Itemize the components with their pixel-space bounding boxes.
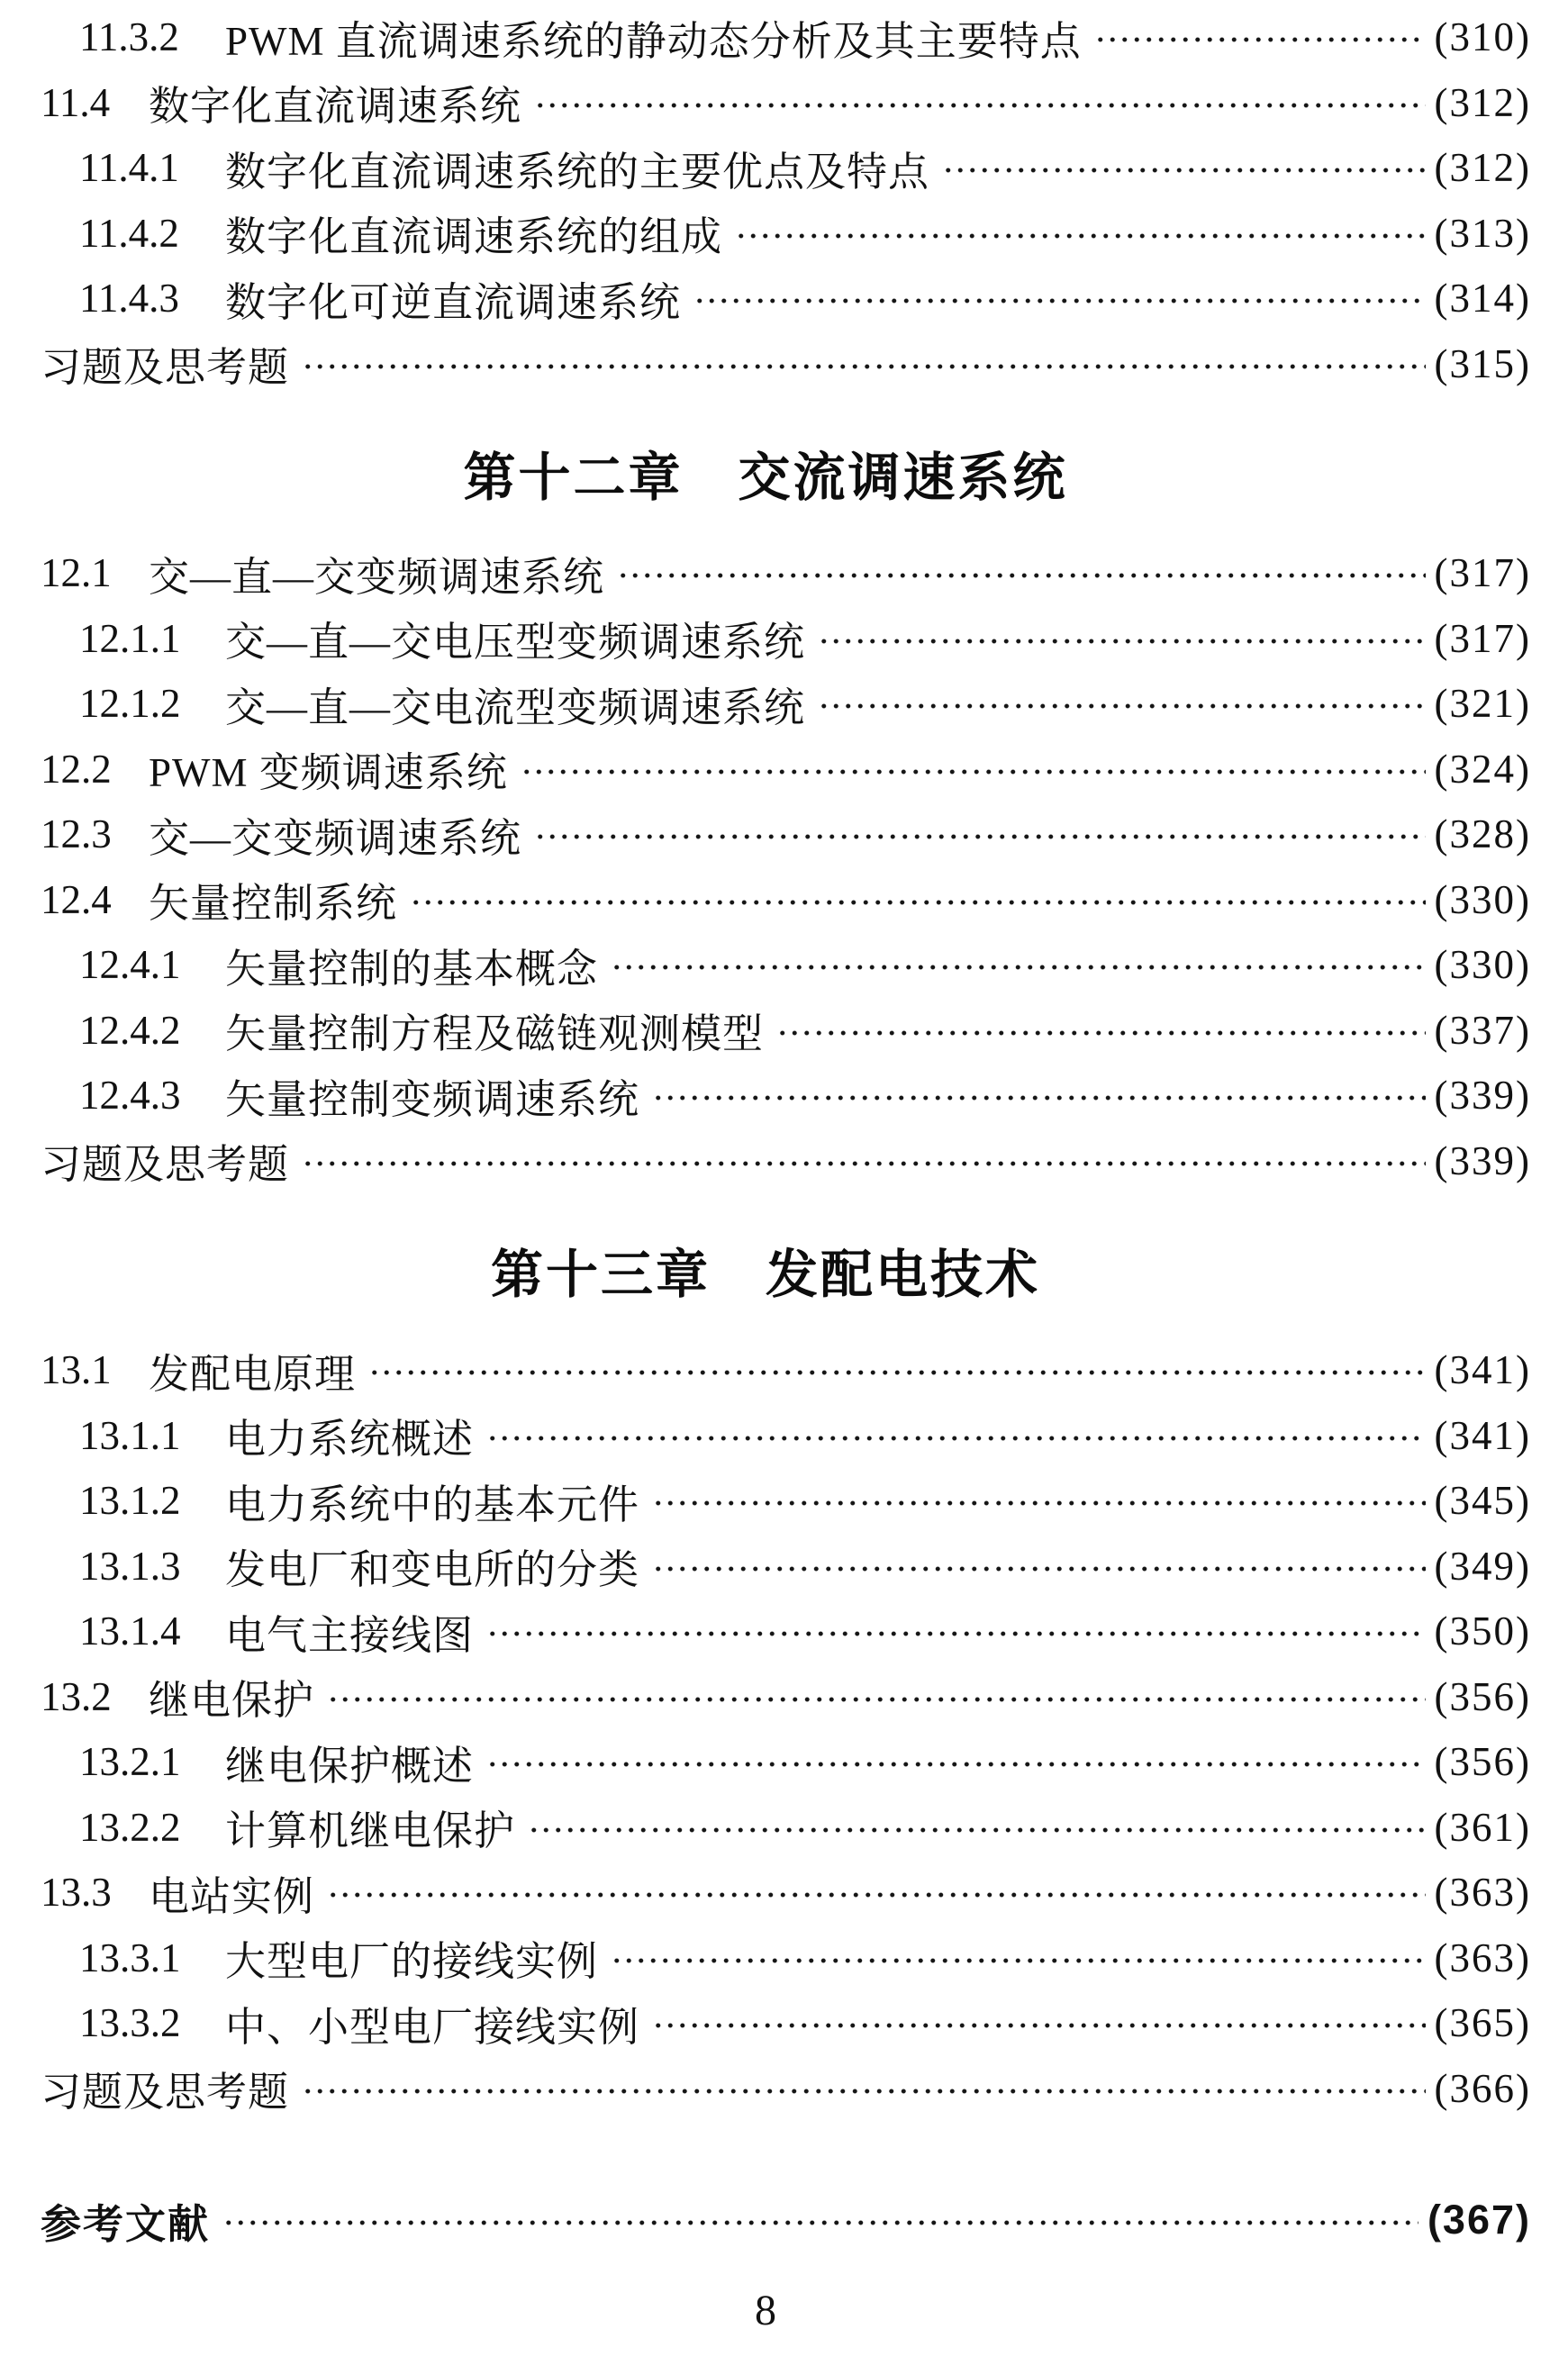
dot-leader [617, 569, 1426, 582]
toc-entry [0, 1128, 1531, 1194]
toc-entry-title: 矢量控制的基本概念 [225, 946, 599, 992]
toc-entry-number: 11.4.1 [79, 145, 179, 191]
toc-entry-title: PWM 变频调速系统 [149, 750, 508, 796]
dot-leader [1094, 33, 1426, 46]
toc-entry [0, 998, 1531, 1064]
toc-entry-page: (312) [1434, 145, 1531, 191]
toc-entry [0, 1337, 1531, 1403]
toc-entry-title: 计算机继电保护 [225, 1808, 516, 1854]
toc-entry-page: (317) [1434, 550, 1531, 596]
toc-entry-title: 矢量控制方程及磁链观测模型 [225, 1011, 765, 1057]
toc-entry-number: 13.3.1 [79, 1935, 181, 1980]
dot-leader [302, 1157, 1426, 1170]
toc-entry-page: (363) [1434, 1935, 1531, 1980]
toc-entry-page: (341) [1434, 1412, 1531, 1458]
dot-leader [486, 1758, 1426, 1771]
toc-entry-page: (330) [1434, 876, 1531, 922]
toc-entry-number: 12.3 [41, 811, 112, 857]
toc-entry-number: 11.4 [41, 79, 111, 125]
toc-entry-page: (317) [1434, 615, 1531, 661]
dot-leader [534, 830, 1426, 843]
dot-leader [776, 1027, 1426, 1039]
toc-entry-page: (339) [1434, 1073, 1531, 1119]
toc-entry-title: 矢量控制变频调速系统 [225, 1076, 640, 1122]
dot-leader [652, 1092, 1426, 1104]
toc-entry [0, 1468, 1531, 1534]
toc-entry-title: 参考文献 [41, 2200, 211, 2247]
toc-entry [0, 1664, 1531, 1730]
dot-leader [222, 2216, 1418, 2229]
toc-entry-title: 数字化直流调速系统的主要优点及特点 [225, 149, 930, 195]
toc-entry-page: (363) [1434, 1870, 1531, 1916]
toc-entry-number: 13.1.2 [79, 1478, 181, 1524]
toc-entry-page: (350) [1434, 1608, 1531, 1654]
toc-entry-title: 习题及思考题 [41, 2070, 290, 2116]
toc-entry-page: (349) [1434, 1543, 1531, 1589]
dot-leader [818, 635, 1426, 648]
toc-entry [0, 1403, 1531, 1469]
toc-entry-title: 继电保护 [149, 1678, 315, 1724]
toc-entry-title: 交—直—交电流型变频调速系统 [225, 684, 806, 730]
toc-entry [0, 867, 1531, 933]
toc-entry-title: 电气主接线图 [225, 1612, 475, 1658]
dot-leader [652, 1563, 1426, 1575]
toc-entry-page: (313) [1434, 210, 1531, 256]
toc-entry-number: 12.1.2 [79, 681, 181, 727]
toc-entry-number: 11.3.2 [79, 14, 179, 60]
toc-entry [0, 1599, 1531, 1664]
toc-entry-page: (361) [1434, 1804, 1531, 1850]
dot-leader [302, 2085, 1426, 2098]
dot-leader [410, 896, 1426, 909]
dot-leader [521, 766, 1426, 778]
toc-entry-page: (356) [1434, 1673, 1531, 1719]
toc-entry-number: 13.2 [41, 1673, 112, 1719]
toc-entry-page: (345) [1434, 1478, 1531, 1524]
toc-entry-page: (310) [1434, 14, 1531, 60]
page-number: 8 [755, 2286, 776, 2334]
dot-leader [652, 1497, 1426, 1509]
chapter-heading: 第十二章 交流调速系统 [463, 449, 1068, 507]
toc-entry [0, 331, 1531, 397]
toc-entry-number: 12.1.1 [79, 615, 181, 661]
toc-entry-number: 13.1 [41, 1347, 112, 1393]
dot-leader [611, 1954, 1426, 1967]
toc-entry [0, 201, 1531, 267]
dot-leader [735, 230, 1426, 242]
toc-entry-number: 13.1.3 [79, 1543, 181, 1589]
toc-entry [0, 1534, 1531, 1599]
toc-entry-title: 发电厂和变电所的分类 [225, 1547, 640, 1593]
toc-entry-page: (321) [1434, 681, 1531, 727]
toc-entry-page: (337) [1434, 1007, 1531, 1053]
toc-entry-page: (328) [1434, 811, 1531, 857]
chapter-heading: 第十三章 发配电技术 [490, 1246, 1040, 1304]
toc-entry-number: 13.1.4 [79, 1608, 181, 1654]
toc-entry-title: 交—交变频调速系统 [149, 815, 522, 861]
toc-entry-references [0, 2188, 1531, 2253]
toc-entry-title: 电力系统中的基本元件 [225, 1482, 640, 1527]
dot-leader [652, 2019, 1426, 2032]
dot-leader [818, 700, 1426, 712]
toc-entry-title: 数字化直流调速系统的组成 [225, 214, 723, 260]
toc-entry-title: 习题及思考题 [41, 345, 290, 391]
toc-entry-number: 12.4.3 [79, 1073, 181, 1119]
toc-entry-title: 电站实例 [149, 1873, 315, 1919]
toc-entry-page: (324) [1434, 746, 1531, 792]
toc-entry-number: 12.4 [41, 876, 112, 922]
toc-entry-title: 矢量控制系统 [149, 881, 398, 927]
toc-entry-number: 12.4.2 [79, 1007, 181, 1053]
toc-entry-page: (366) [1434, 2065, 1531, 2111]
toc-entry-title: 电力系统概述 [225, 1417, 475, 1463]
toc-entry-page: (312) [1434, 79, 1531, 125]
toc-entry [0, 266, 1531, 331]
toc-entry [0, 70, 1531, 136]
toc-entry-title: 中、小型电厂接线实例 [225, 2004, 640, 2050]
toc-entry-page: (315) [1434, 340, 1531, 386]
toc-entry-title: 习题及思考题 [41, 1142, 290, 1188]
dot-leader [942, 164, 1426, 177]
dot-leader [327, 1889, 1426, 1901]
toc-entry-title: 交—直—交变频调速系统 [149, 554, 605, 600]
toc-entry-number: 11.4.3 [79, 276, 179, 322]
toc-entry-page: (365) [1434, 2000, 1531, 2046]
dot-leader [327, 1693, 1426, 1706]
dot-leader [611, 961, 1426, 974]
toc-entry-page: (330) [1434, 942, 1531, 988]
toc-entry-page: (341) [1434, 1347, 1531, 1393]
toc-entry-title: 交—直—交电压型变频调速系统 [225, 620, 806, 666]
toc-entry-number: 13.2.1 [79, 1739, 181, 1785]
toc-entry [0, 135, 1531, 201]
dot-leader [693, 294, 1426, 307]
toc-entry-number: 13.1.1 [79, 1412, 181, 1458]
toc-entry-title: 大型电厂的接线实例 [225, 1939, 599, 1985]
dot-leader [534, 99, 1426, 112]
toc-entry [0, 671, 1531, 737]
toc-entry-number: 12.1 [41, 550, 112, 596]
toc-entry-title: 数字化可逆直流调速系统 [225, 279, 682, 325]
toc-entry-number: 12.4.1 [79, 942, 181, 988]
toc-entry-number: 11.4.2 [79, 210, 179, 256]
dot-leader [368, 1366, 1426, 1379]
toc-entry [0, 1990, 1531, 2056]
toc-entry [0, 1926, 1531, 1991]
toc-entry-number: 13.2.2 [79, 1804, 181, 1850]
toc-entry-title: 继电保护概述 [225, 1743, 475, 1789]
toc-entry [0, 1860, 1531, 1926]
dot-leader [302, 360, 1426, 373]
toc-entry [0, 540, 1531, 606]
toc-entry-page: (314) [1434, 276, 1531, 322]
toc-entry-page: (367) [1427, 2197, 1531, 2243]
toc-entry-number: 13.3.2 [79, 2000, 181, 2046]
toc-entry-page: (339) [1434, 1137, 1531, 1183]
toc-entry-title: PWM 直流调速系统的静动态分析及其主要特点 [225, 18, 1082, 64]
toc-entry [0, 2056, 1531, 2122]
toc-entry [0, 1729, 1531, 1795]
toc-entry [0, 1795, 1531, 1861]
toc-entry [0, 5, 1531, 70]
toc-entry [0, 802, 1531, 867]
dot-leader [486, 1627, 1426, 1640]
toc-entry [0, 1063, 1531, 1128]
toc-entry-title: 数字化直流调速系统 [149, 84, 522, 130]
dot-leader [528, 1824, 1426, 1836]
toc-entry-number: 13.3 [41, 1870, 112, 1916]
toc-entry [0, 606, 1531, 672]
toc-entry-number: 12.2 [41, 746, 112, 792]
toc-entry-title: 发配电原理 [149, 1351, 357, 1397]
dot-leader [486, 1432, 1426, 1445]
toc-entry [0, 932, 1531, 998]
toc-entry-page: (356) [1434, 1739, 1531, 1785]
toc-entry [0, 737, 1531, 802]
